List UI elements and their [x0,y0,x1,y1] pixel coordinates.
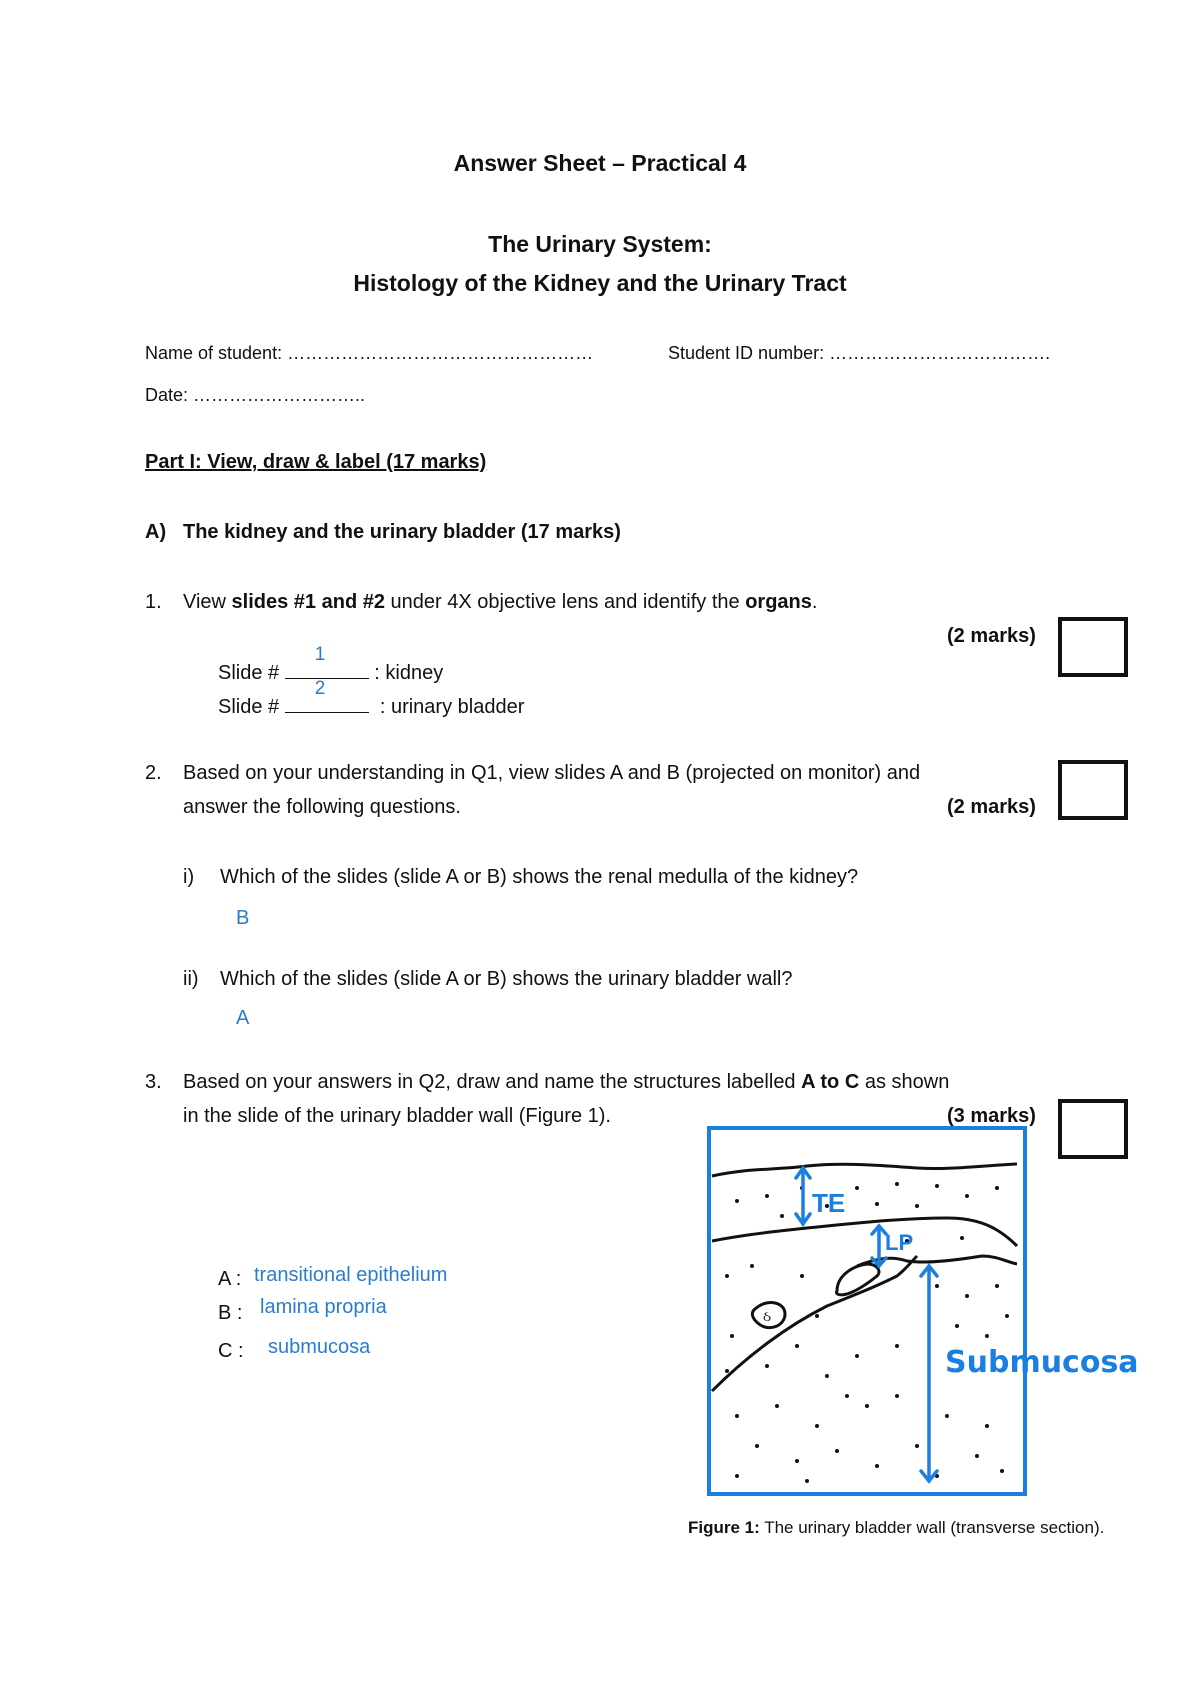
svg-text:ઠ: ઠ [763,1308,772,1324]
q2-score-box[interactable] [1058,760,1128,820]
annot-te: TE [812,1188,846,1218]
page-title: Answer Sheet – Practical 4 [453,150,747,176]
q3-label-a: A : [218,1268,242,1290]
date-field[interactable]: Date: ……………………….. [145,385,366,405]
q3-label-b: B : [218,1302,243,1324]
q2-sub-i-label: i) [183,866,195,888]
q2-sub-ii-label: ii) [183,968,199,990]
student-name-field[interactable]: Name of student: …………………………………………… [145,343,594,363]
q1-marks: (2 marks) [947,625,1036,647]
student-id-field[interactable]: Student ID number: ………………………………. [668,343,1051,363]
epithelium-surface-line [712,1164,1017,1176]
figure-caption: Figure 1: The urinary bladder wall (transverse section). [688,1518,1105,1537]
q1-kidney-answer: 1 [314,644,326,665]
q2-sub-ii-answer[interactable]: A [236,1007,250,1029]
q1-kidney-blank[interactable] [285,644,369,679]
q3-number: 3. [145,1071,162,1093]
section-a-title: The kidney and the urinary bladder (17 marks) [183,521,621,543]
q1-slide-kidney-row: Slide # 1 : kidney [218,644,444,684]
q3-label-c: C : [218,1340,244,1362]
q3-answer-a[interactable]: transitional epithelium [254,1264,448,1286]
q1-bladder-blank[interactable] [285,678,369,713]
annot-lp: LP [885,1230,914,1255]
submucosa-border [712,1256,917,1391]
basement-line [712,1218,1017,1246]
q3-line-1: Based on your answers in Q2, draw and name the structures labelled A to C as shown [183,1071,950,1093]
mucosal-fold [836,1264,878,1295]
bladder-wall-drawing [707,1126,1027,1496]
figure-frame [709,1128,1025,1494]
q2-marks: (2 marks) [947,796,1036,818]
q3-marks: (3 marks) [947,1105,1036,1127]
q2-sub-i-text: Which of the slides (slide A or B) shows the renal medulla of the kidney? [220,866,859,888]
q3-line-2: in the slide of the urinary bladder wall (Figure 1). [183,1105,611,1127]
q1-bladder-answer: 2 [314,678,326,699]
q1-slide-bladder-row: Slide # 2 : urinary bladder [218,678,525,718]
q3-answer-b[interactable]: lamina propria [260,1296,387,1318]
section-a-letter: A) [145,521,167,543]
q1-score-box[interactable] [1058,617,1128,677]
q2-sub-i-answer[interactable]: B [236,907,250,929]
q3-score-box[interactable] [1058,1099,1128,1159]
q1-text: View slides #1 and #2 under 4X objective lens and identify the organs. [183,591,818,613]
annot-submucosa: Submucosa [945,1345,1139,1380]
q2-sub-ii-text: Which of the slides (slide A or B) shows the urinary bladder wall? [220,968,793,990]
stipple-dots [725,1182,1009,1483]
part1-heading: Part I: View, draw & label (17 marks) [145,451,487,473]
q1-number: 1. [145,591,162,613]
q2-line-2: answer the following questions. [183,796,461,818]
q3-answer-c[interactable]: submucosa [268,1336,371,1358]
q2-number: 2. [145,762,162,784]
page-subtitle-1: The Urinary System: [488,231,712,257]
q2-line-1: Based on your understanding in Q1, view slides A and B (projected on monitor) and [183,762,921,784]
page-subtitle-2: Histology of the Kidney and the Urinary Tract [353,270,847,296]
